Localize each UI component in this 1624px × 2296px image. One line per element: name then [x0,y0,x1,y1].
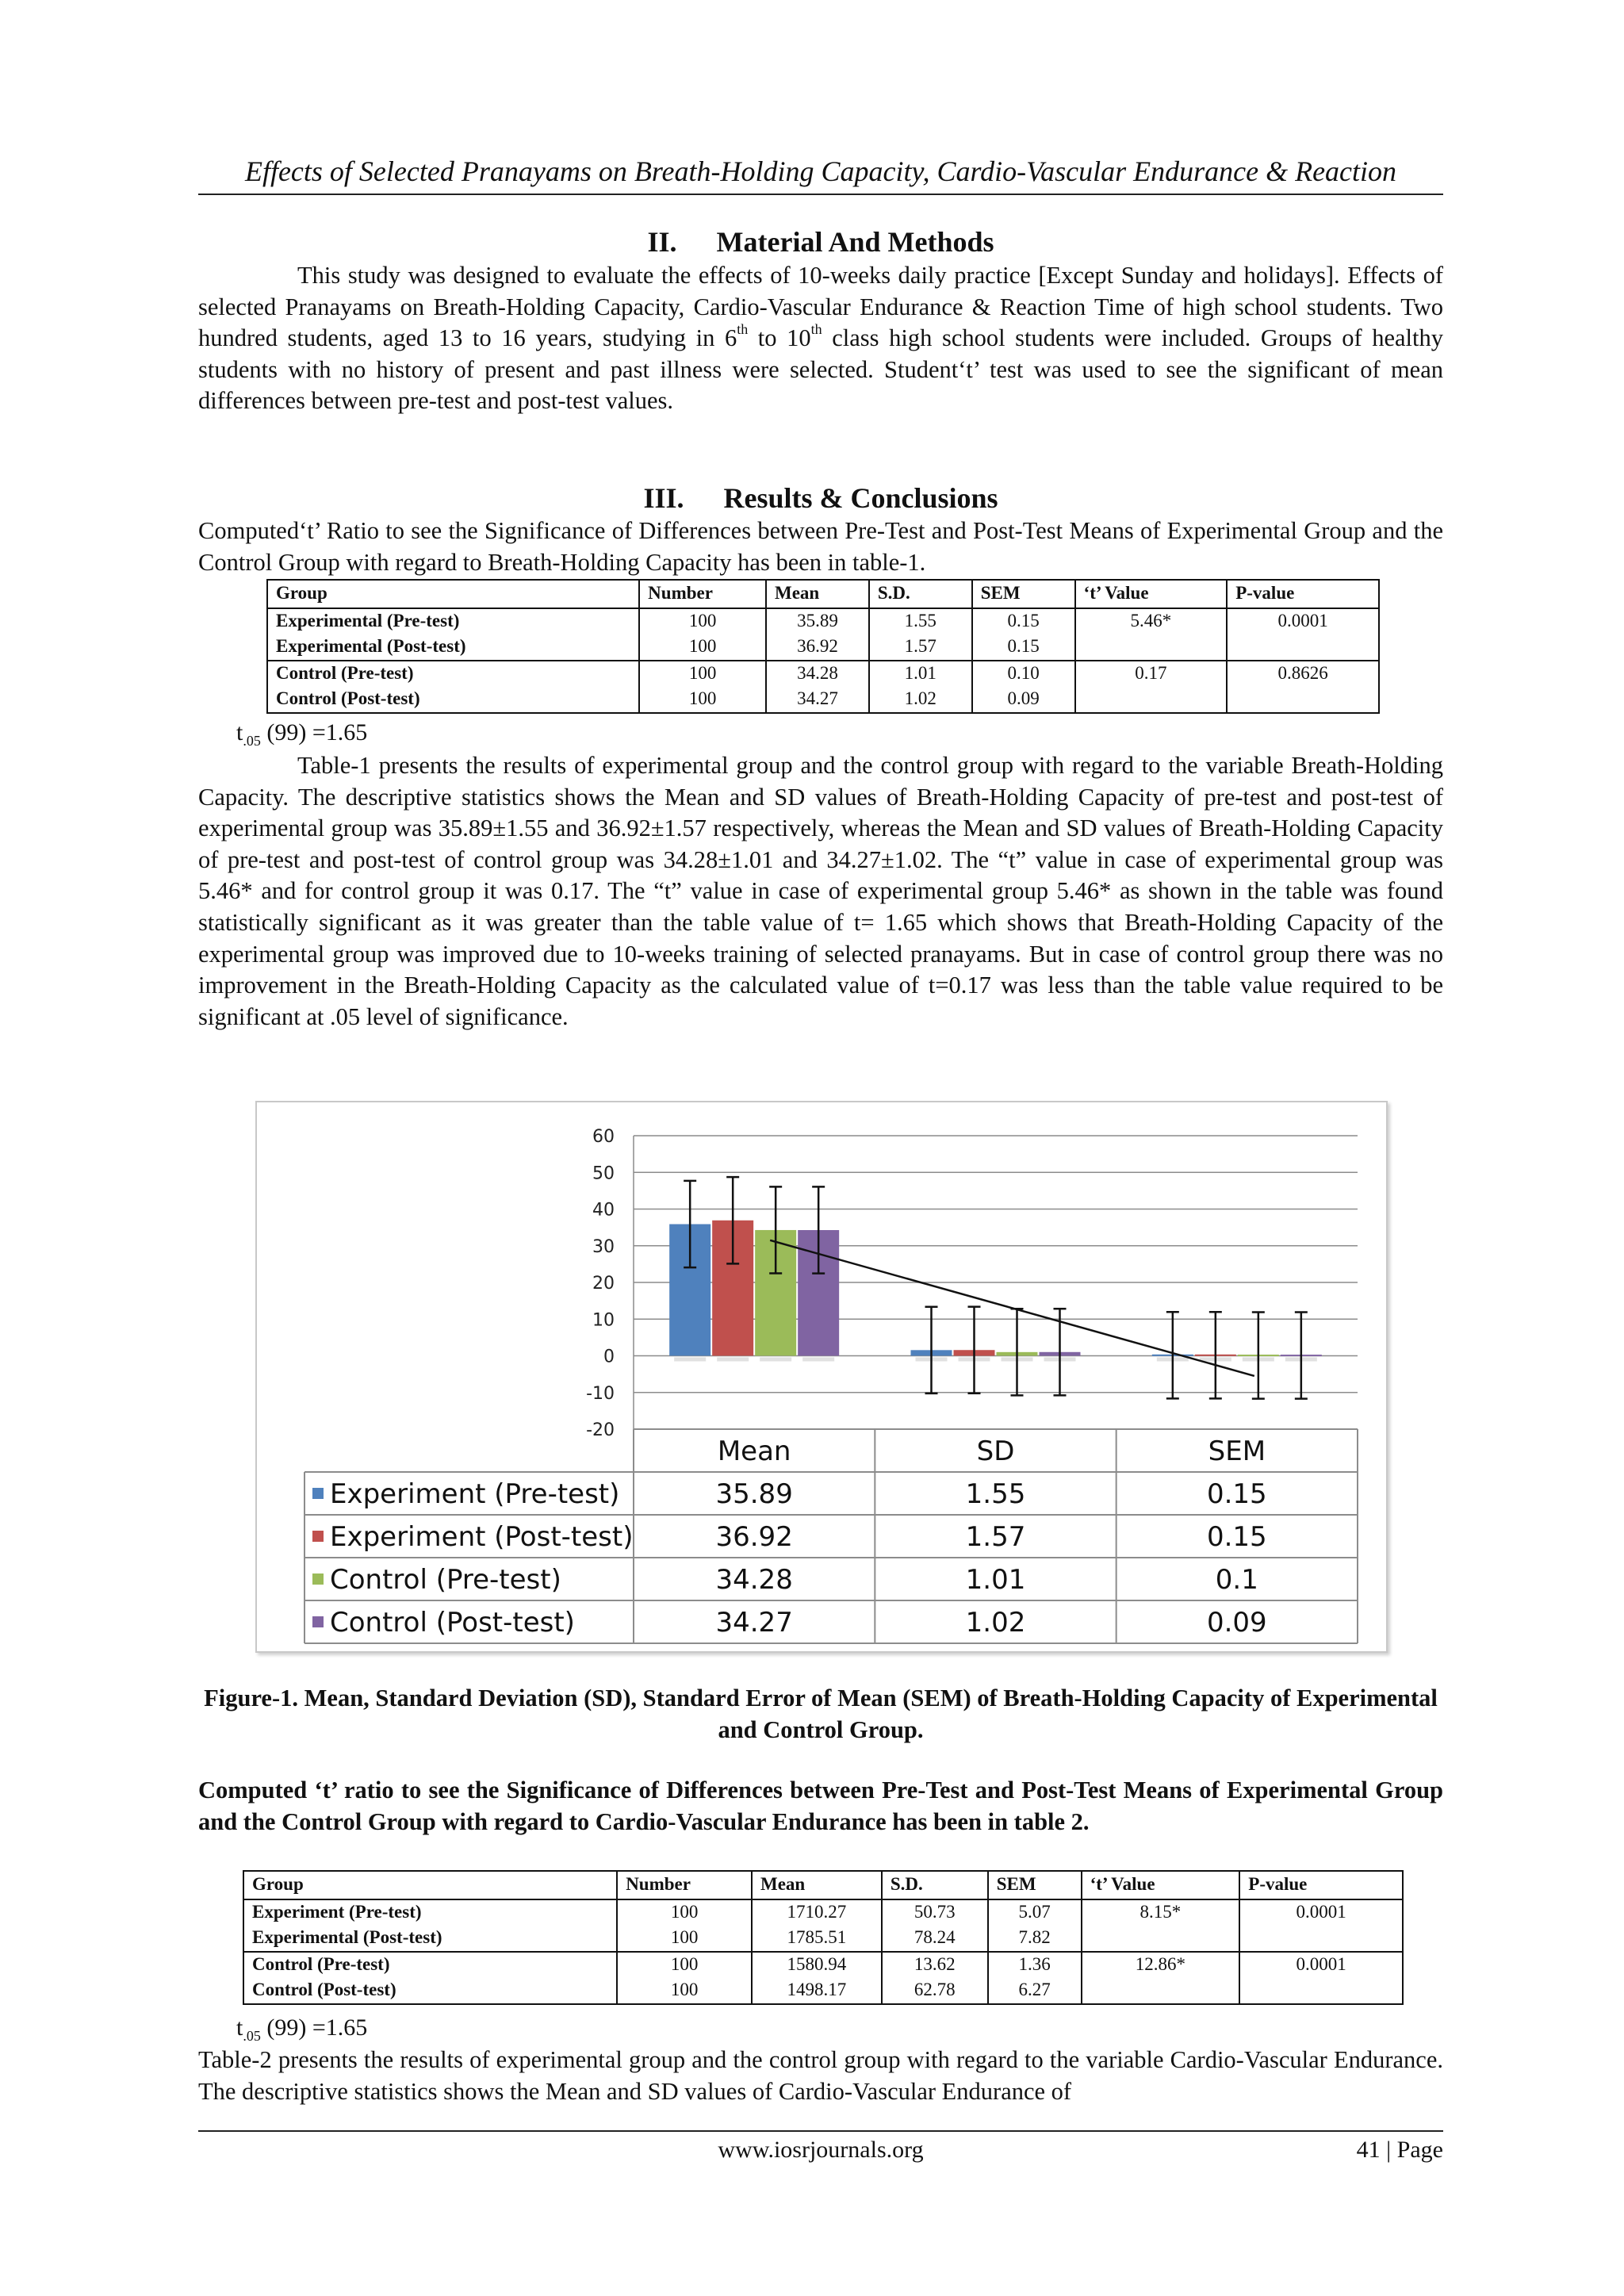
y-tick-label: 40 [592,1200,615,1221]
methods-text-2: to 10 [748,324,811,352]
legend-label: Control (Post-test) [330,1607,575,1639]
legend-label: Experiment (Post-test) [330,1521,634,1553]
figure-caption: Figure-1. Mean, Standard Deviation (SD), Standard Error of Mean (SEM) of Breath-Holding Capacity of Experimental and Control Group. [204,1685,1438,1743]
legend-swatch [312,1616,324,1627]
data-label: 0.09 [1206,1607,1267,1639]
cell: 0.15 [972,634,1075,661]
p-value-cell: 0.0001 [1239,1952,1403,2004]
chart-svg [257,1102,1386,1651]
table-header-row [267,580,1379,608]
group-cell: Control (Pre-test) [267,661,639,687]
data-label: 1.01 [965,1564,1026,1596]
cell: 100 [639,661,766,687]
table-header-row [243,1871,1403,1899]
col-header: Group [243,1871,617,1899]
legend-label: Control (Pre-test) [330,1564,561,1596]
table1-intro: Computed‘t’ Ratio to see the Significance of Differences between Pre-Test and Post-Test Means of Experimental Group and the Control Group with regard to Breath-Holding Capacity has been in table-1. [198,517,1443,576]
table-1 [266,579,1380,714]
cell: 0.15 [972,608,1075,634]
category-label: SD [976,1435,1015,1467]
tnote-sub: .05 [243,733,261,749]
col-header: Mean [766,580,869,608]
category-label: Mean [717,1435,791,1467]
data-label: 1.55 [965,1478,1026,1510]
col-header: Group [267,580,639,608]
col-header: SEM [988,1871,1082,1899]
cell: 1.55 [869,608,972,634]
table2-note [236,2014,367,2042]
cell: 1498.17 [752,1978,882,2004]
cell: 62.78 [882,1978,988,2004]
cell: 50.73 [882,1899,988,1926]
cell: 35.89 [766,608,869,634]
y-tick-label: -20 [586,1420,615,1440]
y-tick-label: -10 [586,1383,615,1404]
bar-shadow [717,1358,749,1362]
superscript-th: th [737,321,749,338]
tnote-t: t [236,2014,243,2041]
col-header: S.D. [882,1871,988,1899]
cell: 36.92 [766,634,869,661]
data-label: 34.28 [715,1564,793,1596]
t-value-cell: 5.46* [1075,608,1228,661]
cell: 34.27 [766,687,869,713]
cell: 78.24 [882,1926,988,1952]
section-title: Results & Conclusions [723,482,998,514]
data-label: 1.57 [965,1521,1026,1553]
superscript-th: th [810,321,822,338]
y-tick-label: 20 [592,1274,615,1294]
group-cell: Control (Post-test) [243,1978,617,2004]
methods-paragraph [198,260,1443,417]
footer-url: www.iosrjournals.org [718,2137,924,2163]
cell: 6.27 [988,1978,1082,2004]
cell: 1.02 [869,687,972,713]
table-2 [243,1870,1404,2005]
cell: 100 [617,1952,752,1978]
bar-shadow [802,1358,834,1362]
col-header: Number [617,1871,752,1899]
col-header: P-value [1239,1871,1403,1899]
y-tick-label: 30 [592,1236,615,1257]
category-label: SEM [1208,1435,1266,1467]
cell: 100 [617,1978,752,2004]
y-tick-label: 50 [592,1163,615,1184]
data-label: 35.89 [715,1478,793,1510]
p-value-cell: 0.0001 [1239,1899,1403,1952]
footer-rule [198,2130,1443,2132]
cell: 1580.94 [752,1952,882,1978]
data-label: 1.02 [965,1607,1026,1639]
section-number: III. [643,482,684,514]
table-row [243,1899,1403,1926]
bar-shadow [674,1358,706,1362]
group-cell: Experimental (Post-test) [267,634,639,661]
t-value-cell: 8.15* [1082,1899,1240,1952]
running-head: Effects of Selected Pranayams on Breath-Holding Capacity, Cardio-Vascular Endurance & Reaction [244,155,1397,187]
legend-swatch [312,1488,324,1499]
group-cell: Control (Pre-test) [243,1952,617,1978]
section-heading-results [198,482,1443,514]
cell: 0.09 [972,687,1075,713]
p-value-cell: 0.8626 [1227,661,1379,713]
data-label: 0.15 [1206,1521,1267,1553]
cell: 0.10 [972,661,1075,687]
table-row [267,608,1379,634]
bar-shadow [760,1358,791,1362]
legend-label: Experiment (Pre-test) [330,1478,620,1510]
table2-intro: Computed ‘t’ ratio to see the Significance of Differences between Pre-Test and Post-Test Means of Experimental Group and the Control Group with regard to Cardio-Vascular Endurance has been in table 2. [198,1777,1443,1835]
header-rule [198,194,1443,195]
table-row [243,1952,1403,1978]
table1-note [236,719,367,747]
cell: 100 [639,687,766,713]
group-cell: Experiment (Pre-test) [243,1899,617,1926]
cell: 1.36 [988,1952,1082,1978]
y-tick-label: 0 [603,1347,615,1367]
t-value-cell: 12.86* [1082,1952,1240,2004]
col-header: ‘t’ Value [1075,580,1228,608]
cell: 1785.51 [752,1926,882,1952]
cell: 100 [617,1899,752,1926]
tnote-t: t [236,719,243,746]
col-header: ‘t’ Value [1082,1871,1240,1899]
y-tick-label: 60 [592,1127,615,1147]
cell: 13.62 [882,1952,988,1978]
data-label: 36.92 [715,1521,793,1553]
tnote-sub: .05 [243,2028,261,2044]
figure-1-chart [255,1101,1388,1653]
legend-swatch [312,1573,324,1585]
t-value-cell: 0.17 [1075,661,1228,713]
group-cell: Experimental (Post-test) [243,1926,617,1952]
cell: 100 [639,634,766,661]
col-header: S.D. [869,580,972,608]
footer-page-number: 41 | Page [1356,2137,1443,2163]
cell: 5.07 [988,1899,1082,1926]
col-header: P-value [1227,580,1379,608]
col-header: Number [639,580,766,608]
table2-discussion: Table-2 presents the results of experimental group and the control group with regard to the variable Cardio-Vascular Endurance. The descriptive statistics shows the Mean and SD values of Cardio-Vascular Endurance of [198,2046,1443,2105]
y-tick-label: 10 [592,1310,615,1331]
methods-text-3: class high school students were included. Groups of healthy students with no history of present and past illness were selected. Student‘t’ test was used to see the significant of mean differences between pre-test and post-test values. [198,324,1443,415]
group-cell: Control (Post-test) [267,687,639,713]
group-cell: Experimental (Pre-test) [267,608,639,634]
cell: 1710.27 [752,1899,882,1926]
section-number: II. [647,226,677,258]
section-heading-methods [198,226,1443,258]
col-header: SEM [972,580,1075,608]
cell: 100 [617,1926,752,1952]
data-label: 34.27 [715,1607,793,1639]
legend-swatch [312,1531,324,1542]
section-title: Material And Methods [716,226,994,258]
methods-text-1: This study was designed to evaluate the effects of 10-weeks daily practice [Except Sunday and holidays]. Effects of selected Pranayams on Breath-Holding Capacity, Cardio-Vascular Endurance & Reaction Time of high school students. Two hundred students, aged 13 to 16 years, studying in 6 [198,262,1443,352]
cell: 7.82 [988,1926,1082,1952]
cell: 100 [639,608,766,634]
cell: 1.57 [869,634,972,661]
data-label: 0.15 [1206,1478,1267,1510]
tnote-rest: (99) =1.65 [260,719,368,746]
table1-discussion: Table-1 presents the results of experimental group and the control group with regard to the variable Breath-Holding Capacity. The descriptive statistics shows the Mean and SD values of Breath-Holding Capacity of pre-test and post-test of experimental group was 35.89±1.55 and 36.92±1.57 respectively, whereas the Mean and SD values of Breath-Holding Capacity of pre-test and post-test of control group was 34.28±1.01 and 34.27±1.02. The “t” value in case of experimental group was 5.46* and for control group it was 0.17. The “t” value in case of experimental group 5.46* as shown in the table was found statistically significant as it was greater than the table value of t= 1.65 which shows that Breath-Holding Capacity of the experimental group was improved due to 10-weeks training of selected pranayams. But in case of control group there was no improvement in the Breath-Holding Capacity as the calculated value of t=0.17 was less than the table value required to be significant at .05 level of significance. [198,752,1443,1030]
tnote-rest: (99) =1.65 [260,2014,368,2041]
table-row [267,661,1379,687]
col-header: Mean [752,1871,882,1899]
p-value-cell: 0.0001 [1227,608,1379,661]
cell: 1.01 [869,661,972,687]
data-label: 0.1 [1215,1564,1258,1596]
cell: 34.28 [766,661,869,687]
